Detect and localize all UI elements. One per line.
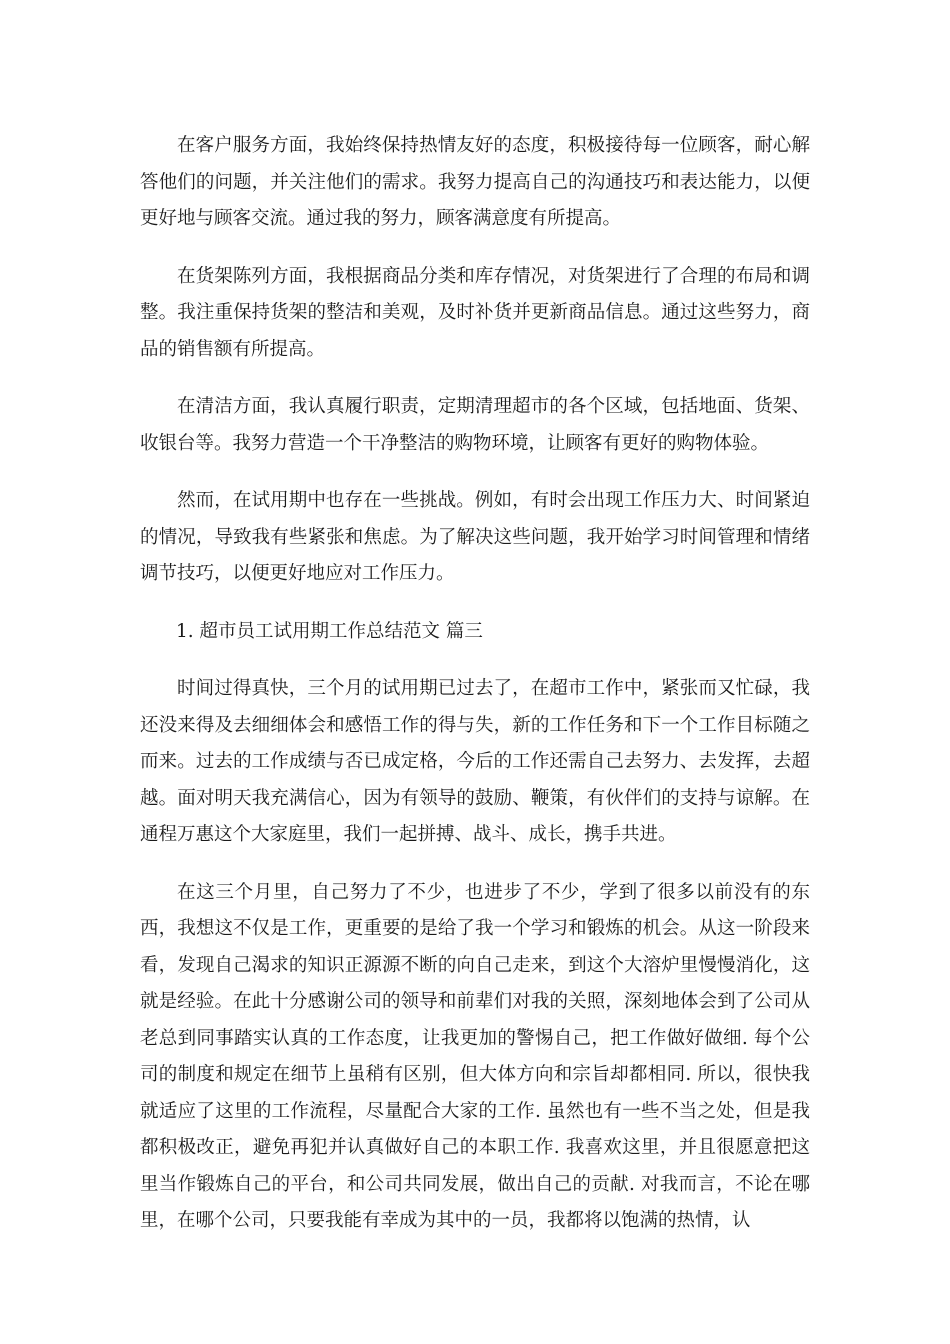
paragraph-challenges: 然而，在试用期中也存在一些挑战。例如，有时会出现工作压力大、时间紧迫的情况，导致我有些紧张和焦虑。为了解决这些问题，我开始学习时间管理和情绪调节技巧，以便更好地应对工作压力。 xyxy=(140,490,810,584)
paragraph-three-months: 在这三个月里，自己努力了不少，也进步了不少，学到了很多以前没有的东西，我想这不仅是工作，更重要的是给了我一个学习和锻炼的机会。从这一阶段来看，发现自己渴求的知识正源源不断的向自己走来，到这个大溶炉里慢慢消化，这就是经验。在此十分感谢公司的领导和前辈们对我的关照，深刻地体会到了公司从老总到同事踏实认真的工作态度，让我更加的警惕自己，把工作做好做细. 每个公司的制度和规定在细节上虽稍有区别，但大体方向和宗旨却都相同. 所以，很快我就适应了这里的工作流程，尽量配合大家的工作. 虽然也有一些不当之处，但是我都积极改正，避免再犯并认真做好自己的本职工作. 我喜欢这里，并且很愿意把这里当作锻炼自己的平台，和公司共同发展，做出自己的贡献. 对我而言，不论在哪里，在哪个公司，只要我能有幸成为其中的一员，我都将以饱满的热情，认 xyxy=(140,881,810,1231)
paragraph-customer-service: 在客户服务方面，我始终保持热情友好的态度，积极接待每一位顾客，耐心解答他们的问题，并关注他们的需求。我努力提高自己的沟通技巧和表达能力，以便更好地与顾客交流。通过我的努力，顾客满意度有所提高。 xyxy=(140,135,810,229)
paragraph-cleaning: 在清洁方面，我认真履行职责，定期清理超市的各个区域，包括地面、货架、收银台等。我努力营造一个干净整洁的购物环境，让顾客有更好的购物体验。 xyxy=(140,396,810,454)
paragraph-shelf-display: 在货架陈列方面，我根据商品分类和库存情况，对货架进行了合理的布局和调整。我注重保持货架的整洁和美观，及时补货并更新商品信息。通过这些努力，商品的销售额有所提高。 xyxy=(140,265,810,360)
paragraph-time-flies: 时间过得真快，三个月的试用期已过去了，在超市工作中，紧张而又忙碌，我还没来得及去细细体会和感悟工作的得与失，新的工作任务和下一个工作目标随之而来。过去的工作成绩与否已成定格，今后的工作还需自己去努力、去发挥，去超越。面对明天我充满信心，因为有领导的鼓励、鞭策，有伙伴们的支持与谅解。在通程万惠这个大家庭里，我们一起拼搏、战斗、成长，携手共进。 xyxy=(140,678,810,845)
section-heading: 1. 超市员工试用期工作总结范文 篇三 xyxy=(176,620,483,642)
document-body xyxy=(140,128,810,1261)
